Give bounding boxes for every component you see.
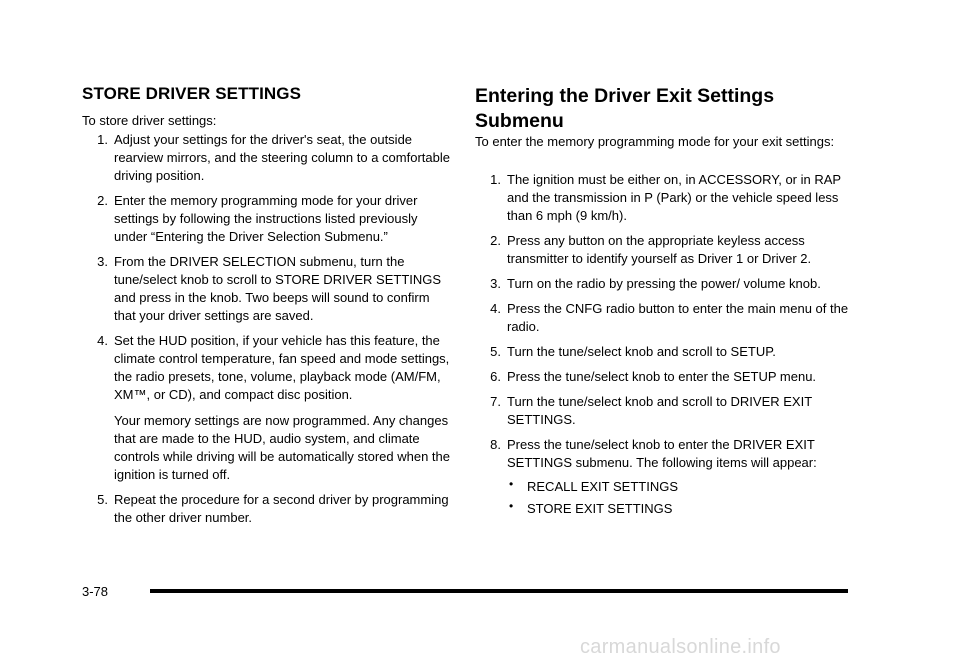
left-steps-list <box>82 131 452 527</box>
list-item: 3. From the DRIVER SELECTION submenu, turn the tune/select knob to scroll to STORE DRIVER SETTINGS and press in the knob. Two beeps will sound to confirm that your driver settings are saved. <box>97 254 442 323</box>
list-item: 1. Adjust your settings for the driver's seat, the outside rearview mirrors, and the steering column to a comfortable driving position. <box>97 132 450 183</box>
list-item: 5. Turn the tune/select knob and scroll to SETUP. <box>490 344 776 359</box>
bullet-item: • STORE EXIT SETTINGS <box>509 499 673 516</box>
bullet-icon: • <box>509 477 514 491</box>
page-number: 3-78 <box>82 584 109 599</box>
list-item: 2. Press any button on the appropriate keyless access transmitter to identify yourself as Driver 1 or Driver 2. <box>490 233 812 266</box>
section-heading-driver-exit-settings: Entering the Driver Exit Settings Submenu <box>475 85 775 132</box>
list-item: 5. Repeat the procedure for a second driver by programming the other driver number. <box>97 492 449 525</box>
right-steps-list <box>475 171 855 518</box>
list-item: 1. The ignition must be either on, in ACCESSORY, or in RAP and the transmission in P (Park) or the vehicle speed less than 6 mph (9 km/h). <box>490 172 841 223</box>
step-note: Your memory settings are now programmed. Any changes that are made to the HUD, audio system, and climate controls while driving will be automatically stored when the ignition is turned off. <box>114 413 450 482</box>
list-item: 8. Press the tune/select knob to enter the DRIVER EXIT SETTINGS submenu. The following items will appear: • RECALL EXIT SETTINGS • STORE EXIT SETTINGS <box>475 436 855 518</box>
list-item: 4. Set the HUD position, if your vehicle has this feature, the climate control temperature, fan speed and mode settings, the radio presets, tone, volume, playback mode (AM/FM, XM™, or CD), and compact disc position. Your memory settings are now programmed. Any changes that are made to the HUD, audio system, and climate controls while driving will be automatically stored when the ignition is turned off. <box>97 333 450 482</box>
left-intro: To store driver settings: <box>82 113 217 128</box>
list-item: 4. Press the CNFG radio button to enter the main menu of the radio. <box>490 301 849 334</box>
section-heading-store-driver-settings: STORE DRIVER SETTINGS <box>82 84 302 103</box>
list-item: 3. Turn on the radio by pressing the power/ volume knob. <box>490 276 821 291</box>
watermark: carmanualsonline.info <box>580 636 781 658</box>
footer-rule <box>150 589 848 593</box>
list-item: 6. Press the tune/select knob to enter the SETUP menu. <box>490 369 817 384</box>
list-item: 2. Enter the memory programming mode for your driver settings by following the instructions listed previously under “Entering the Driver Selection Submenu.” <box>97 193 418 244</box>
exit-settings-options <box>507 478 855 518</box>
bullet-item: • RECALL EXIT SETTINGS <box>509 477 678 494</box>
right-intro: To enter the memory programming mode for your exit settings: <box>475 134 835 149</box>
list-item: 7. Turn the tune/select knob and scroll to DRIVER EXIT SETTINGS. <box>490 394 812 427</box>
bullet-icon: • <box>509 499 514 513</box>
